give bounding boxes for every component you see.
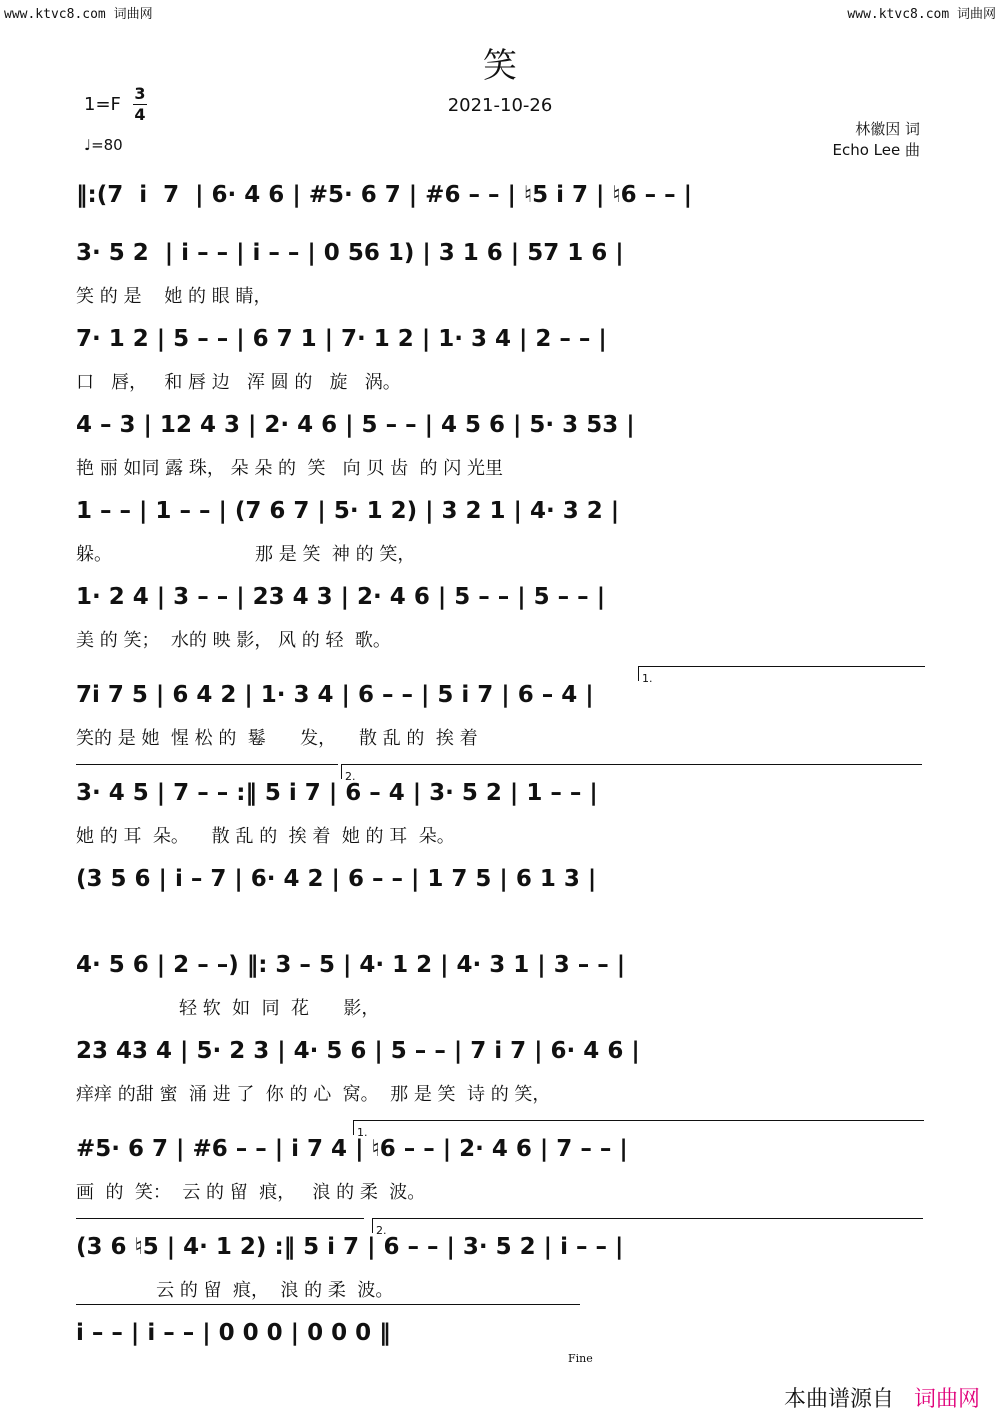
notes: 4 – 3 | 12 4 3 | 2· 4 6 | 5 – – | 4 5 6 | 5· 3 53 | [76, 412, 635, 438]
tempo-marking: ♩=80 [84, 136, 123, 154]
lyrics: 痒痒 的甜 蜜 涌 进 了 你 的 心 窝。 那 是 笑 诗 的 笑， [76, 1084, 551, 1105]
notes: #5· 6 7 | #6 – – | i 7 4 | ♮6 – – | 2· 4 6 | 7 – – | [76, 1136, 628, 1162]
watermark-left: www.ktvc8.com 词曲网 [4, 7, 153, 22]
footer-source [784, 1382, 980, 1413]
lyrics: 画 的 笑： 云 的 留 痕， 浪 的 柔 波。 [76, 1182, 426, 1203]
volta-2-label: 2. [345, 770, 356, 783]
lyrics: 口 唇， 和 唇 边 浑 圆 的 旋 涡。 [76, 372, 401, 393]
time-sig-top: 3 [134, 84, 146, 103]
notes: 3· 4 5 | 7 – – :‖ 5 i 7 | 6 – 4 | 3· 5 2 | 1 – – | [76, 780, 598, 806]
date: 2021-10-26 [447, 95, 553, 116]
lyrics: 云 的 留 痕， 浪 的 柔 波。 [76, 1280, 394, 1301]
lyrics: 笑 的 是 她 的 眼 睛， [76, 286, 272, 307]
volta-bracket-2 [341, 764, 922, 783]
composer: Echo Lee 曲 [832, 141, 920, 159]
volta-1-continuation [76, 764, 338, 765]
notes: i – – | i – – | 0 0 0 | 0 0 0 ‖ [76, 1320, 391, 1346]
lyrics: 轻 软 如 同 花 影， [76, 998, 380, 1019]
volta-2b-label: 2. [376, 1224, 387, 1237]
watermark-right: www.ktvc8.com 词曲网 [847, 7, 996, 22]
volta-bracket-1 [638, 666, 925, 685]
notes: 7i 7 5 | 6 4 2 | 1· 3 4 | 6 – – | 5 i 7 | 6 – 4 | [76, 682, 594, 708]
volta-bracket-1b [353, 1120, 924, 1139]
notes: ‖:(7 i 7 | 6· 4 6 | #5· 6 7 | #6 – – | ♮5 i 7 | ♮6 – – | [76, 182, 693, 208]
lyrics [76, 908, 924, 934]
lyrics: 躲。 那 是 笑 神 的 笑， [76, 544, 416, 565]
notes: 1· 2 4 | 3 – – | 23 4 3 | 2· 4 6 | 5 – – | 5 – – | [76, 584, 606, 610]
notes: 4· 5 6 | 2 – –) ‖: 3 – 5 | 4· 1 2 | 4· 3 1 | 3 – – | [76, 952, 626, 978]
volta-2b-continuation [76, 1304, 580, 1305]
notes: (3 6 ♮5 | 4· 1 2) :‖ 5 i 7 | 6 – – | 3· 5 2 | i – – | [76, 1234, 624, 1260]
footer-source-text: 本曲谱源自 [783, 1387, 894, 1412]
song-title: 笑 [483, 46, 517, 86]
lyrics: 她 的 耳 朵。 散 乱 的 挨 着 她 的 耳 朵。 [76, 826, 455, 847]
volta-1b-label: 1. [357, 1126, 368, 1139]
notes: 7· 1 2 | 5 – – | 6 7 1 | 7· 1 2 | 1· 3 4 | 2 – – | [76, 326, 607, 352]
volta-1b-continuation [76, 1218, 364, 1219]
notes: 3· 5 2 | i – – | i – – | 0 56 1) | 3 1 6 | 57 1 6 | [76, 240, 624, 266]
volta-1-label: 1. [642, 672, 653, 685]
lyrics: 美 的 笑； 水的 映 影， 风 的 轻 歌。 [76, 630, 391, 651]
lyricist: 林徽因 词 [855, 120, 920, 138]
notes: 23 43 4 | 5· 2 3 | 4· 5 6 | 5 – – | 7 i 7 | 6· 4 6 | [76, 1038, 640, 1064]
notes: (3 5 6 | i – 7 | 6· 4 2 | 6 – – | 1 7 5 | 6 1 3 | [76, 866, 597, 892]
key-signature: 1=F [84, 94, 121, 115]
lyrics: 笑的 是 她 惺 松 的 鬈 发， 散 乱 的 挨 着 [76, 728, 478, 749]
lyrics: 艳 丽 如同 露 珠， 朵 朵 的 笑 向 贝 齿 的 闪 光里 [76, 458, 503, 479]
notes: 1 – – | 1 – – | (7 6 7 | 5· 1 2) | 3 2 1 | 4· 3 2 | [76, 498, 620, 524]
volta-bracket-2b [372, 1218, 923, 1237]
footer-brand-link[interactable]: 词曲网 [913, 1387, 980, 1412]
fine-marking: Fine [568, 1352, 593, 1365]
time-sig-bottom: 4 [134, 105, 146, 124]
